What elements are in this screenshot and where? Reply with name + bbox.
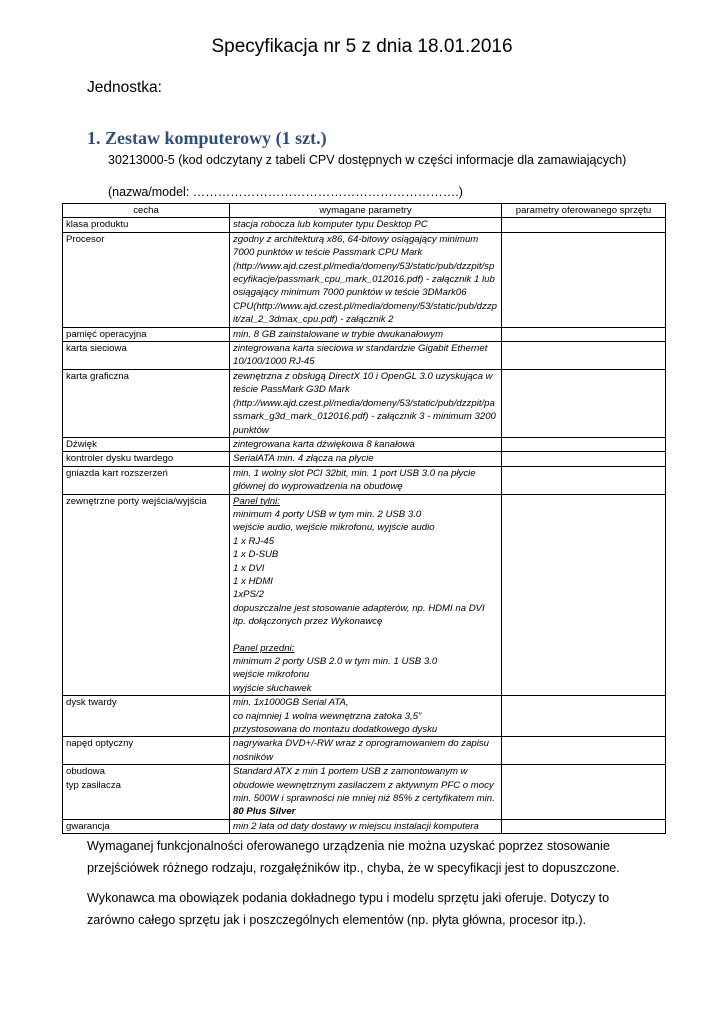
required-cell: zintegrowana karta dźwiękowa 8 kanałowa	[230, 437, 502, 451]
section-heading	[87, 128, 327, 149]
feature-cell: Procesor	[63, 232, 230, 327]
front-panel-body: minimum 2 porty USB 2.0 w tym min. 1 USB 3.0 wejście mikrofonu wyjście słuchawek	[233, 656, 438, 694]
feature-cell: karta graficzna	[63, 369, 230, 437]
required-cell: stacja robocza lub komputer typu Desktop PC	[230, 218, 502, 232]
feature-cell: dysk twardy	[63, 696, 230, 737]
required-cell	[230, 765, 502, 820]
unit-label: Jednostka:	[87, 79, 162, 96]
spacer	[233, 629, 498, 642]
offered-cell[interactable]	[502, 466, 666, 494]
page-title: Specyfikacja nr 5 z dnia 18.01.2016	[211, 36, 513, 57]
required-cell: min 2 lata od daty dostawy w miejscu instalacji komputera	[230, 819, 502, 833]
required-cell: zintegrowana karta sieciowa w standardzie Gigabit Ethernet 10/100/1000 RJ-45	[230, 342, 502, 370]
feature-cell: napęd optyczny	[63, 737, 230, 765]
offered-cell[interactable]	[502, 342, 666, 370]
feature-cell: zewnętrzne porty wejścia/wyjścia	[63, 494, 230, 696]
section-number: 1.	[87, 128, 101, 148]
rear-panel-body: minimum 4 porty USB w tym min. 2 USB 3.0 wejście audio, wejście mikrofonu, wyjście audio 1 x RJ-45 1 x D-SUB 1 x DVI 1 x HDMI 1xPS/2 dopuszczalne jest stosowanie adapterów, np. HDMI na DVI itp. dołączonych przez Wykonawcę	[233, 508, 485, 628]
table-row	[63, 342, 666, 370]
required-cell: min. 1 wolny slot PCI 32bit, min. 1 port USB 3.0 na płycie głównej do wyprowadzenia na obudowę	[230, 466, 502, 494]
feature-cell: karta sieciowa	[63, 342, 230, 370]
feature-cell: pamięć operacyjna	[63, 327, 230, 341]
header-offered: parametry oferowanego sprzętu	[502, 204, 666, 218]
required-cell: nagrywarka DVD+/-RW wraz z oprogramowaniem do zapisu nośników	[230, 737, 502, 765]
required-cell: min. 8 GB zainstalowane w trybie dwukanałowym	[230, 327, 502, 341]
offered-cell[interactable]	[502, 369, 666, 437]
feature-cell: kontroler dysku twardego	[63, 452, 230, 466]
offered-cell[interactable]	[502, 218, 666, 232]
table-row-case	[63, 765, 666, 820]
paragraph-contractor: Wykonawca ma obowiązek podania dokładnego typu i modelu sprzętu jaki oferuje. Dotyczy to zarówno całego sprzętu jak i poszczególnych elementów (np. płyta główna, procesor itp.).	[87, 891, 610, 927]
required-cell: zgodny z architekturą x86, 64-bitowy osiągający minimum 7000 punktów w teście Passmark CPU Mark (http://www.ajd.czest.pl/media/domeny/53/static/pub/dzzpit/specyfikacje/passmark_cpu_mark_012016.pdf) - załącznik 1 lub osiągający minimum 7000 punktów w teście 3DMark06 CPU(http://www.ajd.czest.pl/media/domeny/53/static/pub/dzzpit/zal_2_3dmax_cpu.pdf) - załącznik 2	[230, 232, 502, 327]
table-row	[63, 437, 666, 451]
table-row	[63, 466, 666, 494]
offered-cell[interactable]	[502, 494, 666, 696]
case-requirement-text: Standard ATX z min 1 portem USB z zamontowanym w obudowie wewnętrznym zasilaczem z aktywnym PFC o mocy min. 500W i sprawności nie mniej niż 85% z certyfikatem min.	[233, 766, 495, 805]
required-cell: SerialATA min. 4 złącza na płycie	[230, 452, 502, 466]
offered-cell[interactable]	[502, 232, 666, 327]
feature-cell: gwarancja	[63, 819, 230, 833]
model-line: (nazwa/model: ……………………………………………………….)	[108, 185, 463, 199]
paragraph-adapters: Wymaganej funkcjonalności oferowanego urządzenia nie można uzyskać poprzez stosowanie przejściówek różnego rodzaju, rozgałęźników itp., chyba, że w specyfikacji jest to dopuszczone.	[87, 839, 620, 875]
offered-cell[interactable]	[502, 327, 666, 341]
front-panel-title: Panel przedni:	[233, 642, 295, 654]
table-row	[63, 737, 666, 765]
offered-cell[interactable]	[502, 452, 666, 466]
table-row	[63, 452, 666, 466]
feature-cell: gniazda kart rozszerzeń	[63, 466, 230, 494]
table-header-row	[63, 204, 666, 218]
feature-cell: klasa produktu	[63, 218, 230, 232]
table-row	[63, 218, 666, 232]
table-row	[63, 327, 666, 341]
rear-panel-title: Panel tylni:	[233, 495, 280, 507]
offered-cell[interactable]	[502, 737, 666, 765]
feature-cell: obudowa typ zasilacza	[63, 765, 230, 820]
table-row	[63, 369, 666, 437]
section-title: Zestaw komputerowy (1 szt.)	[105, 128, 327, 148]
offered-cell[interactable]	[502, 437, 666, 451]
required-cell: zewnętrzna z obsługą DirectX 10 i OpenGL 3.0 uzyskująca w teście PassMark G3D Mark (http://www.ajd.czest.pl/media/domeny/53/static/pub/dzzpit/passmark_g3d_mark_012016.pdf) - załącznik 3 - minimum 3200 punktów	[230, 369, 502, 437]
offered-cell[interactable]	[502, 819, 666, 833]
offered-cell[interactable]	[502, 765, 666, 820]
table-row	[63, 819, 666, 833]
table-row	[63, 232, 666, 327]
required-cell	[230, 494, 502, 696]
spec-table	[62, 203, 666, 834]
header-required: wymagane parametry	[230, 204, 502, 218]
required-cell: min. 1x1000GB Serial ATA, co najmniej 1 wolna wewnętrzna zatoka 3,5” przystosowana do montażu dodatkowego dysku	[230, 696, 502, 737]
offered-cell[interactable]	[502, 696, 666, 737]
feature-cell: Dźwięk	[63, 437, 230, 451]
case-certificate: 80 Plus Silver	[233, 806, 296, 818]
cpv-code-line: 30213000-5 (kod odczytany z tabeli CPV dostępnych w części informacje dla zamawiających)	[108, 153, 627, 167]
table-row-ports	[63, 494, 666, 696]
table-row	[63, 696, 666, 737]
header-feature: cecha	[63, 204, 230, 218]
